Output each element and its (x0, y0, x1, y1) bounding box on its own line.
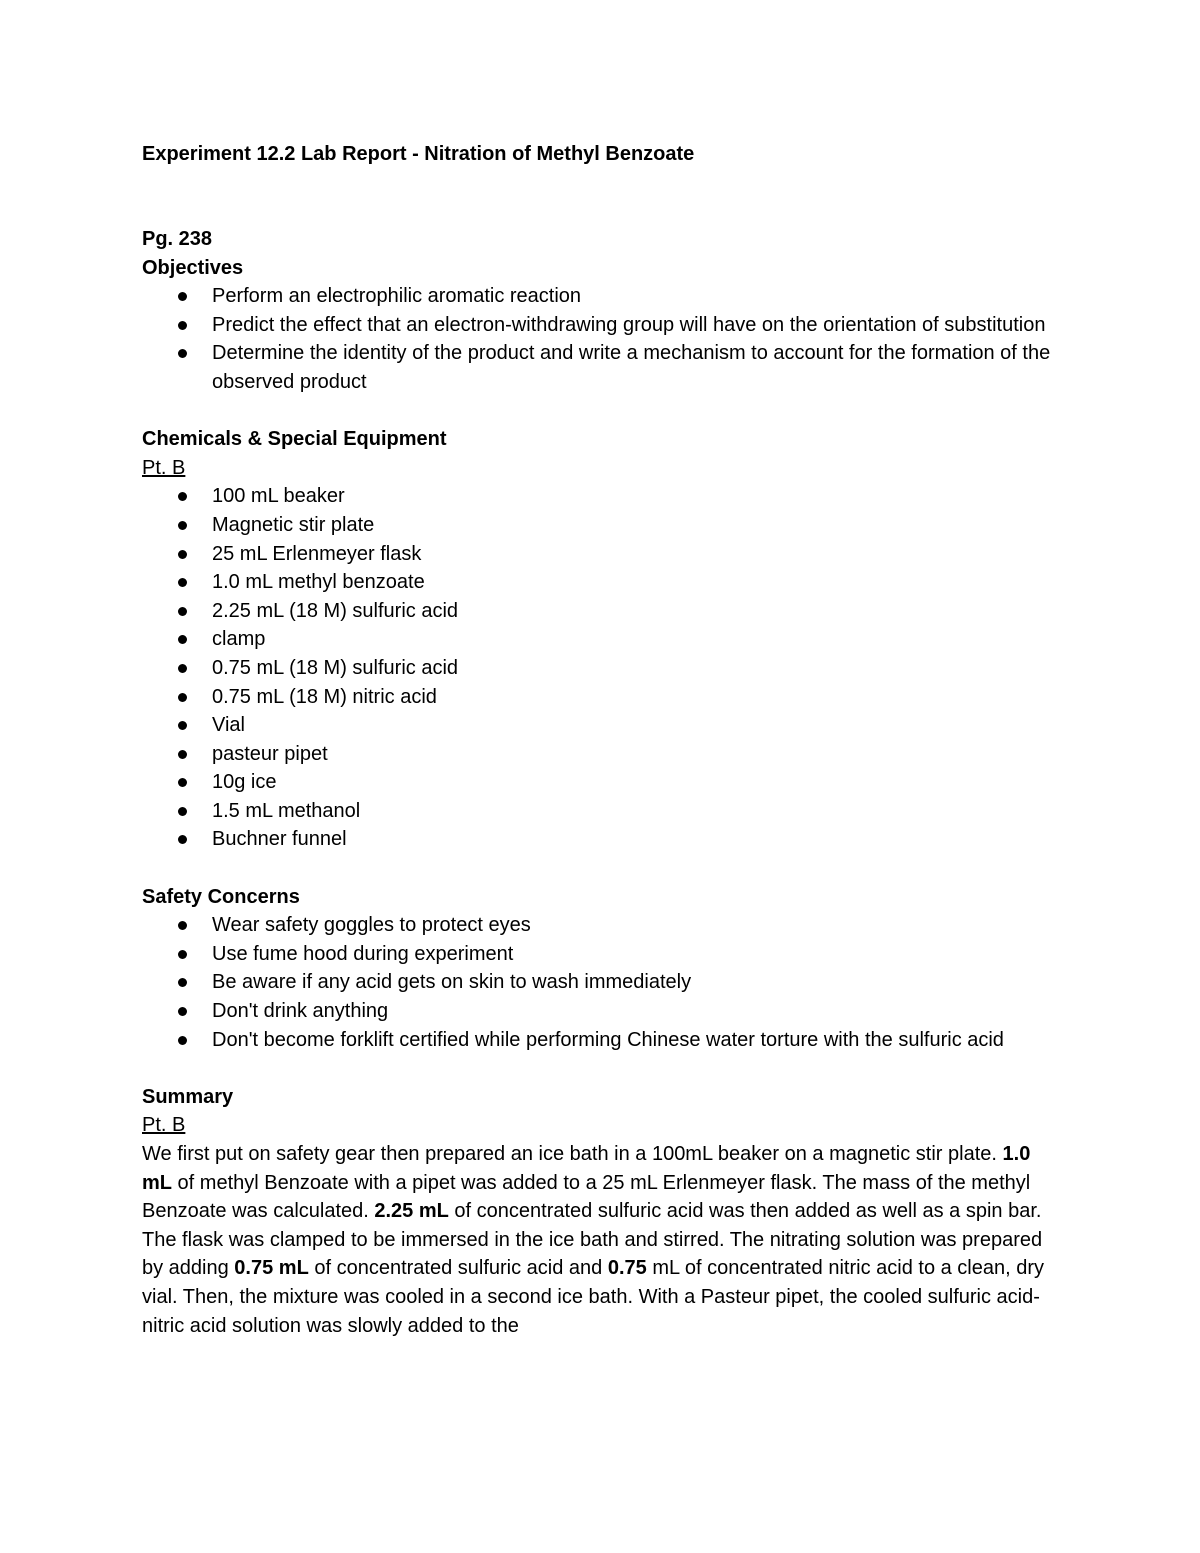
list-item: Perform an electrophilic aromatic reaction (142, 282, 1062, 311)
bullet-icon (178, 950, 187, 959)
bullet-icon (178, 635, 187, 644)
summary-segment: mL of concentrated nitric acid to a clean, dry vial. Then, the mixture was cooled in a second ice bath. With a Pasteur pipet, the cooled sulfuric acid-nitric acid solution was slowly added to the (142, 1257, 1045, 1337)
chemicals-heading: Chemicals & Special Equipment (142, 428, 447, 451)
objectives-section (142, 254, 1062, 397)
list-item: Magnetic stir plate (142, 511, 1062, 540)
bullet-icon (178, 1007, 187, 1016)
objectives-list (142, 282, 1062, 396)
bullet-icon (178, 292, 187, 301)
list-item: Buchner funnel (142, 825, 1062, 854)
list-item: 25 mL Erlenmeyer flask (142, 540, 1062, 569)
summary-section (142, 1083, 1062, 1340)
objectives-heading: Objectives (142, 256, 244, 279)
chemicals-list (142, 482, 1062, 854)
bullet-icon (178, 578, 187, 587)
summary-segment: of concentrated sulfuric acid and (308, 1257, 608, 1280)
summary-segment: of methyl Benzoate with a pipet was added to a 25 mL Erlenmeyer flask. The mass of the methyl Benzoate was calculated. (142, 1171, 1031, 1223)
summary-segment: of concentrated sulfuric acid was then added as well as a spin bar. The flask was clamped to be immersed in the ice bath and stirred. The nitrating solution was prepared by adding (142, 1200, 1043, 1280)
list-item: 10g ice (142, 768, 1062, 797)
bullet-icon (178, 693, 187, 702)
list-item: Don't become forklift certified while performing Chinese water torture with the sulfuric acid (142, 1026, 1062, 1055)
list-item: 100 mL beaker (142, 482, 1062, 511)
list-item: pasteur pipet (142, 740, 1062, 769)
safety-heading: Safety Concerns (142, 885, 300, 908)
summary-paragraph (142, 1140, 1062, 1340)
summary-heading: Summary (142, 1085, 234, 1108)
safety-list (142, 911, 1062, 1054)
list-item: 2.25 mL (18 M) sulfuric acid (142, 597, 1062, 626)
bullet-icon (178, 978, 187, 987)
list-item: Be aware if any acid gets on skin to wash immediately (142, 968, 1062, 997)
bullet-icon (178, 835, 187, 844)
chemicals-part-label: Pt. B (142, 456, 186, 479)
list-item: 1.0 mL methyl benzoate (142, 568, 1062, 597)
summary-segment-bold: 0.75 (607, 1257, 647, 1280)
bullet-icon (178, 1036, 187, 1045)
bullet-icon (178, 750, 187, 759)
list-item: 1.5 mL methanol (142, 797, 1062, 826)
bullet-icon (178, 807, 187, 816)
bullet-icon (178, 492, 187, 501)
summary-segment-bold: 0.75 mL (234, 1257, 309, 1280)
summary-segment-bold: 1.0 mL (142, 1143, 1031, 1194)
bullet-icon (178, 607, 187, 616)
bullet-icon (178, 521, 187, 530)
summary-part-label: Pt. B (142, 1114, 186, 1137)
list-item: Don't drink anything (142, 997, 1062, 1026)
list-item: Determine the identity of the product and write a mechanism to account for the formation of the observed product (142, 339, 1062, 396)
bullet-icon (178, 921, 187, 930)
list-item: 0.75 mL (18 M) sulfuric acid (142, 654, 1062, 683)
summary-segment-bold: 2.25 mL (374, 1200, 449, 1223)
list-item: clamp (142, 625, 1062, 654)
document-title: Experiment 12.2 Lab Report - Nitration of Methyl Benzoate (142, 143, 695, 165)
document-page (142, 140, 1062, 1340)
summary-segment: We first put on safety gear then prepared an ice bath in a 100mL beaker on a magnetic stir plate. (142, 1143, 1003, 1165)
bullet-icon (178, 664, 187, 673)
list-item: Wear safety goggles to protect eyes (142, 911, 1062, 940)
page-reference: Pg. 238 (142, 228, 213, 250)
chemicals-section (142, 425, 1062, 854)
safety-section (142, 883, 1062, 1055)
list-item: 0.75 mL (18 M) nitric acid (142, 683, 1062, 712)
bullet-icon (178, 321, 187, 330)
list-item: Vial (142, 711, 1062, 740)
list-item: Predict the effect that an electron-withdrawing group will have on the orientation of substitution (142, 311, 1062, 340)
list-item: Use fume hood during experiment (142, 940, 1062, 969)
bullet-icon (178, 550, 187, 559)
bullet-icon (178, 349, 187, 358)
bullet-icon (178, 778, 187, 787)
bullet-icon (178, 721, 187, 730)
